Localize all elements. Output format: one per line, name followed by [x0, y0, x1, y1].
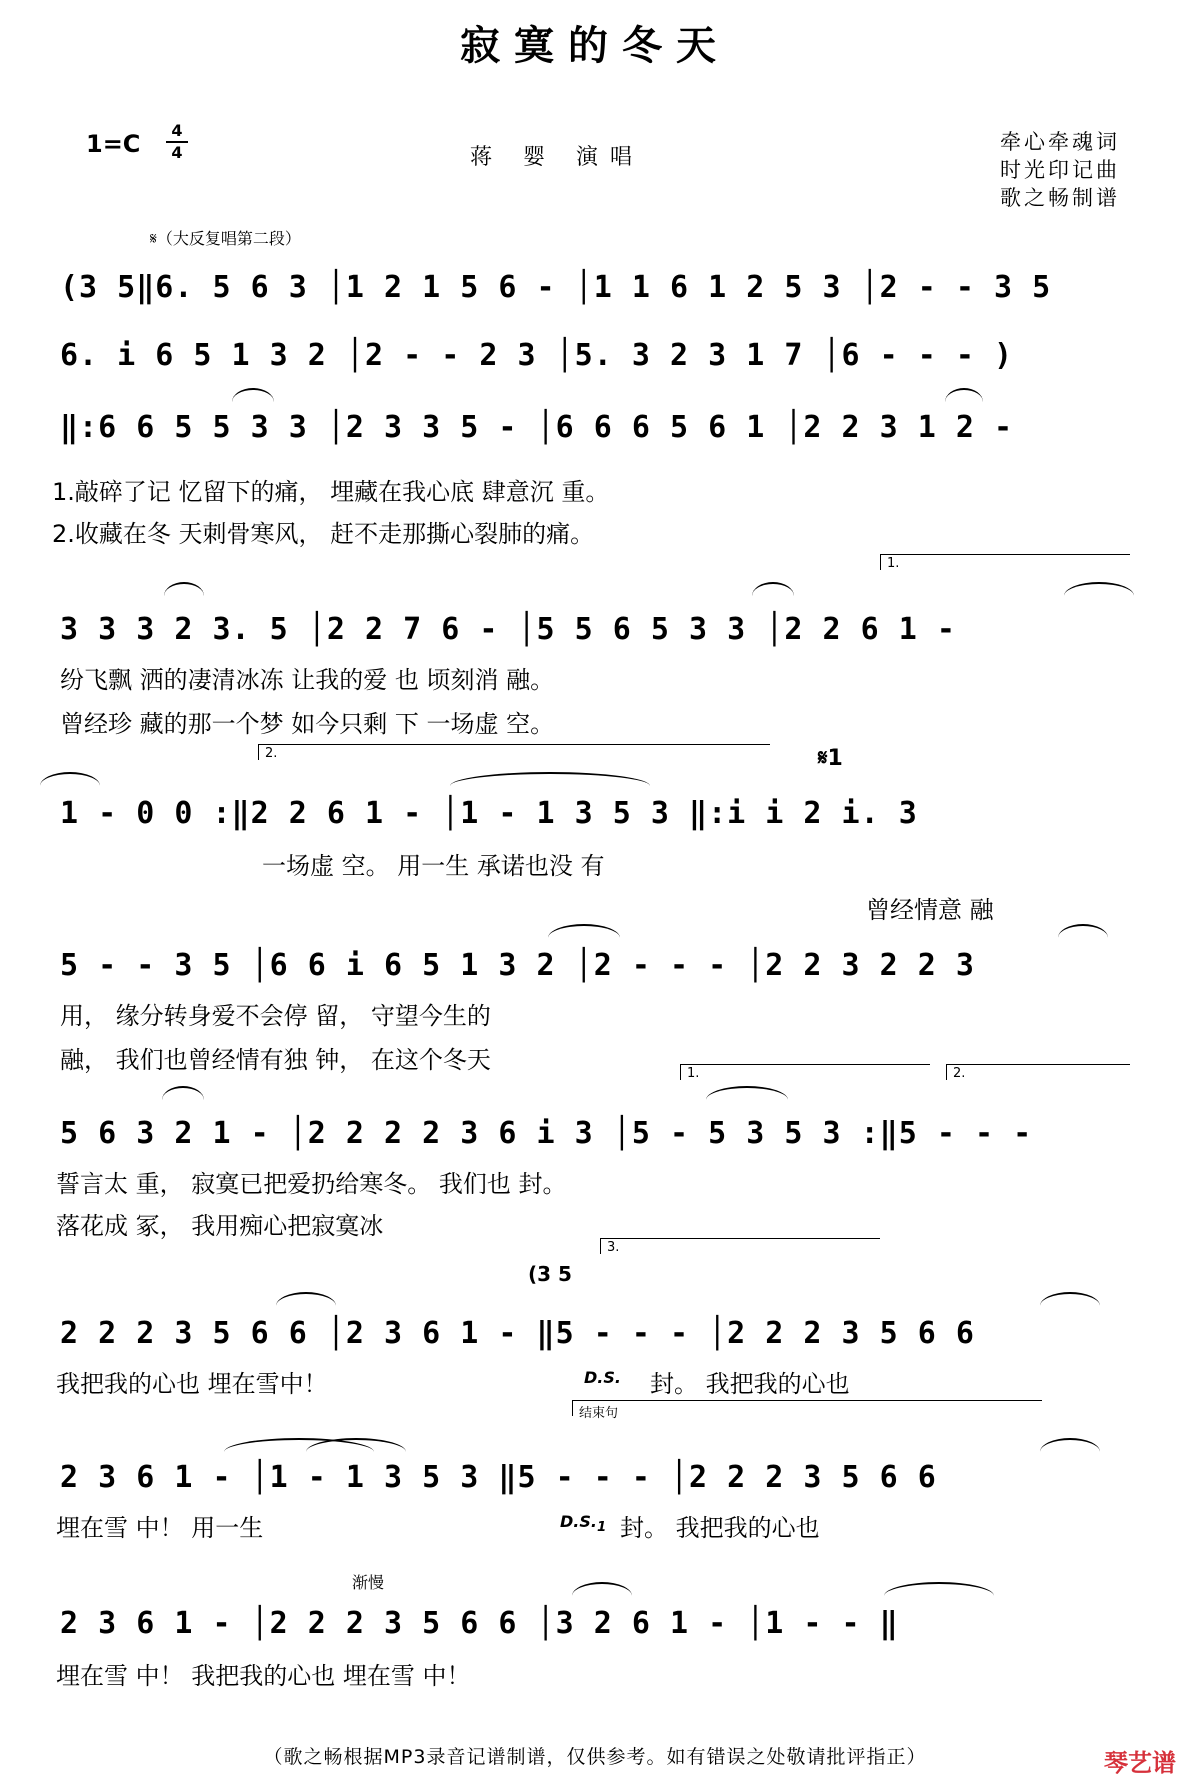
song-title: 寂寞的冬天 — [460, 22, 730, 69]
slur — [945, 388, 983, 402]
lyrics-line-4-verse-2: 曾经珍 藏的那一个梦 如今只剩 下 一场虚 空。 — [60, 710, 555, 738]
slur — [232, 388, 274, 402]
credits — [1000, 128, 1120, 212]
slur — [164, 582, 204, 596]
ending-2b-bracket — [946, 1064, 1130, 1080]
ending-1-bracket — [880, 554, 1130, 570]
music-line-4: 3 3 3 2 3. 5 │2 2 7 6 - │5 5 6 5 3 3 │2 2 6 1 - — [60, 612, 956, 647]
ending-1b-label: 1. — [687, 1066, 700, 1081]
ending-2-bracket — [258, 744, 770, 760]
lyrics-line-7-verse-1: 誓言太 重， 寂寞已把爱扔给寒冬。 我们也 封。 — [56, 1170, 567, 1198]
transcriber-credit: 歌之畅制谱 — [1000, 186, 1120, 210]
slur — [706, 1086, 788, 1100]
time-bottom: 4 — [171, 143, 183, 162]
slur — [1064, 582, 1134, 596]
slur — [1040, 1438, 1100, 1452]
time-signature — [166, 122, 188, 162]
slur — [40, 772, 100, 786]
lyrics-line-10: 埋在雪 中！ 我把我的心也 埋在雪 中！ — [56, 1662, 471, 1690]
lyrics-line-7-verse-2: 落花成 冢， 我用痴心把寂寞冰 — [56, 1212, 384, 1240]
key-signature: 1=C — [86, 130, 141, 158]
lyrics-line-6-verse-1: 用， 缘分转身爱不会停 留， 守望今生的 — [60, 1002, 491, 1030]
slur — [884, 1582, 994, 1596]
music-line-2: 6. i 6 5 1 3 2 │2 - - 2 3 │5. 3 2 3 1 7 │6 - - - ) — [60, 338, 1014, 373]
ds1-text: D.S. — [560, 1512, 597, 1531]
music-line-9: 2 3 6 1 - │1 - 1 3 5 3 ‖5 - - - │2 2 2 3 5 6 6 — [60, 1460, 937, 1495]
lyrics-line-3-verse-2: 2.收藏在冬 天刺骨寒风， 赶不走那撕心裂肺的痛。 — [52, 520, 595, 548]
slur — [162, 1086, 204, 1100]
slur — [752, 582, 794, 596]
lyricist-credit: 牵心牵魂词 — [1000, 130, 1120, 154]
repeat-note: 𝄋（大反复唱第二段） — [150, 229, 301, 248]
slur — [450, 772, 650, 786]
slur — [572, 1582, 632, 1596]
ending-2-label: 2. — [265, 746, 278, 761]
ending-2b-label: 2. — [953, 1066, 966, 1081]
music-line-8: 2 2 2 3 5 6 6 │2 3 6 1 - ‖5 - - - │2 2 2 3 5 6 6 — [60, 1316, 975, 1351]
ending-1-label: 1. — [887, 556, 900, 571]
music-line-6: 5 - - 3 5 │6 6 i 6 5 1 3 2 │2 - - - │2 2 3 2 2 3 — [60, 948, 975, 983]
lyrics-line-8-part-2: 封。 我把我的心也 — [650, 1370, 850, 1398]
tempo-slow-mark: 渐慢 — [352, 1573, 385, 1592]
footer-note: （歌之畅根据MP3录音记谱制谱，仅供参考。如有错误之处敬请批评指正） — [263, 1746, 927, 1768]
music-line-10: 2 3 6 1 - │2 2 2 3 5 6 6 │3 2 6 1 - │1 - - ‖ — [60, 1606, 899, 1641]
ds1-sign — [560, 1512, 606, 1535]
ending-3-bracket — [600, 1238, 880, 1254]
lyrics-line-5-verse-2: 曾经情意 融 — [866, 896, 994, 924]
ending-phrase-label: 结束句 — [579, 1406, 619, 1421]
slur — [1040, 1292, 1100, 1306]
ending-3-label: 3. — [607, 1240, 620, 1255]
ending-phrase-bracket — [572, 1400, 1042, 1421]
music-line-3: ‖:6 6 5 5 3 3 │2 3 3 5 - │6 6 6 5 6 1 │2 2 3 1 2 - — [60, 410, 1014, 445]
music-line-5: 1 - 0 0 :‖2 2 6 1 - │1 - 1 3 5 3 ‖:i i 2 i. 3 — [60, 796, 918, 831]
lyrics-line-5-verse-1: 一场虚 空。 用一生 承诺也没 有 — [262, 852, 605, 880]
music-line-7: 5 6 3 2 1 - │2 2 2 2 3 6 i 3 │5 - 5 3 5 3 :‖5 - - - — [60, 1116, 1033, 1151]
lyrics-line-9-part-1: 埋在雪 中！ 用一生 — [56, 1514, 264, 1542]
ds1-sub: 1 — [596, 1520, 607, 1536]
ds-sign: D.S. — [584, 1368, 621, 1387]
lyrics-line-9-part-2: 封。 我把我的心也 — [620, 1514, 820, 1542]
lyrics-line-8-part-1: 我把我的心也 埋在雪中！ — [56, 1370, 328, 1398]
slur — [548, 924, 620, 938]
ending-1b-bracket — [680, 1064, 930, 1080]
watermark-logo: 琴艺谱 — [1104, 1749, 1176, 1777]
segno-1-sign: 𝄋1 — [818, 746, 843, 771]
lyrics-line-4-verse-1: 纷飞飘 洒的凄清冰冻 让我的爱 也 顷刻消 融。 — [60, 666, 555, 694]
slur — [276, 1292, 336, 1306]
slur — [1058, 924, 1108, 938]
composer-credit: 时光印记曲 — [1000, 158, 1120, 182]
lyrics-line-3-verse-1: 1.敲碎了记 忆留下的痛， 埋藏在我心底 肆意沉 重。 — [52, 478, 610, 506]
singer-credit: 蒋 婴 演唱 — [470, 145, 644, 170]
paren-intro: (3 5 — [528, 1262, 572, 1286]
music-line-1: (3 5‖6. 5 6 3 │1 2 1 5 6 - │1 1 6 1 2 5 3 │2 - - 3 5 — [60, 270, 1052, 305]
lyrics-line-6-verse-2: 融， 我们也曾经情有独 钟， 在这个冬天 — [60, 1046, 491, 1074]
time-top: 4 — [171, 121, 183, 140]
